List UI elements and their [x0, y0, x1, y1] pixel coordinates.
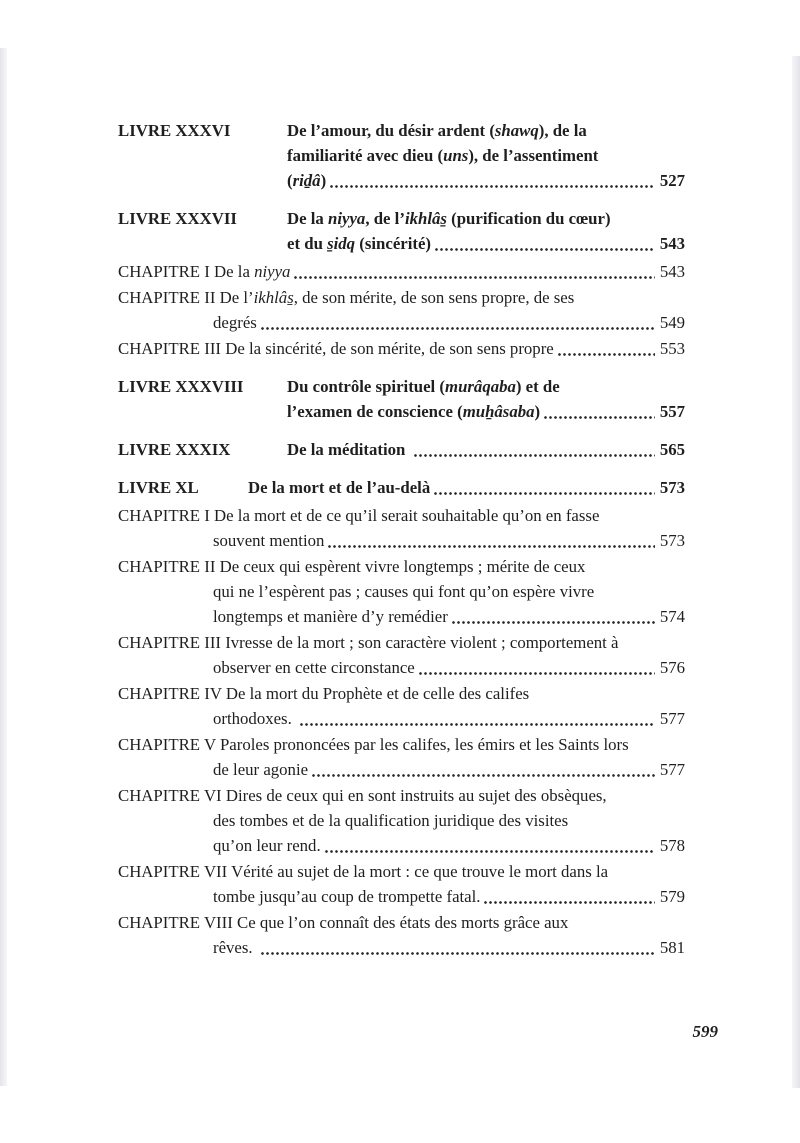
toc-line [118, 783, 685, 808]
toc-line [248, 475, 685, 500]
toc-line-text [118, 336, 554, 361]
toc-entry [118, 783, 685, 858]
toc-text-segment: longtemps et manière d’y remédier [213, 607, 448, 626]
toc-text-segment: CHAPITRE VIII Ce que l’on connaît des états des morts grâce aux [118, 913, 569, 932]
toc-line [287, 374, 685, 399]
page-ref: 578 [659, 836, 685, 855]
page-ref: 581 [659, 938, 685, 957]
toc-text-segment: Du contrôle spirituel ( [287, 377, 446, 396]
dot-leader [293, 259, 654, 284]
toc-text-segment: De l’amour, du désir ardent ( [287, 121, 495, 140]
dot-leader [413, 437, 655, 462]
page-number: 599 [692, 1022, 718, 1041]
dot-leader [329, 168, 655, 193]
toc-line-text [287, 121, 587, 140]
toc-entry-title [287, 206, 685, 256]
toc-line [118, 884, 685, 909]
toc-line-text [287, 146, 598, 165]
toc-text-segment: ) et de [515, 377, 560, 396]
toc-line-text [287, 437, 410, 462]
page-ref: 577 [659, 709, 685, 728]
toc-line [118, 285, 685, 310]
toc-text-segment: des tombes et de la qualification juridique des visites [213, 811, 569, 830]
toc-line [287, 399, 685, 424]
toc-text-segment: CHAPITRE VII Vérité au sujet de la mort : ce que trouve le mort dans la [118, 862, 609, 881]
transliterated-term: niyya [328, 209, 366, 228]
toc-line [118, 706, 685, 731]
toc-entry [118, 285, 685, 335]
toc-text-segment: (purification du cœur) [446, 209, 611, 228]
toc-text-segment: CHAPITRE II De ceux qui espèrent vivre longtemps ; mérite de ceux [118, 557, 586, 576]
transliterated-term: uns [443, 146, 469, 165]
toc-line [118, 910, 685, 935]
transliterated-term: muẖâsaba [462, 402, 535, 421]
toc-line-text [213, 655, 415, 680]
toc-line-text [213, 884, 480, 909]
page-ref: 543 [659, 262, 685, 281]
toc-entry [118, 859, 685, 909]
dot-leader [451, 604, 655, 629]
toc-line-text [248, 475, 430, 500]
toc-line [118, 310, 685, 335]
transliterated-term: riḏâ [292, 171, 321, 190]
toc-line [287, 206, 685, 231]
toc-text-segment: , de son mérite, de son sens propre, de ses [293, 288, 575, 307]
toc-line-text [118, 633, 618, 652]
toc-entry [118, 681, 685, 731]
page-ref: 579 [659, 887, 685, 906]
toc-line-text [118, 684, 529, 703]
toc-line [118, 579, 685, 604]
toc-line [118, 604, 685, 629]
toc-entry [118, 374, 685, 424]
dot-leader [418, 655, 655, 680]
toc-text-segment: De la méditation [287, 440, 410, 459]
transliterated-term: ikhlâs̱ [253, 288, 294, 307]
toc-entry [118, 732, 685, 782]
toc-line-text [213, 582, 594, 601]
toc-line-text [118, 913, 568, 932]
dot-leader [324, 833, 655, 858]
toc-line [118, 732, 685, 757]
toc-entry-label: LIVRE XXXVII [118, 209, 237, 228]
page-ref: 573 [659, 531, 685, 550]
toc-text-segment: De la [287, 209, 329, 228]
toc-text-segment: CHAPITRE I De la mort et de ce qu’il serait souhaitable qu’on en fasse [118, 506, 600, 525]
toc-entry-label: LIVRE XL [118, 478, 199, 497]
toc-entry-label: LIVRE XXXVI [118, 121, 231, 140]
toc-line-text [287, 209, 611, 228]
toc-text-segment: orthodoxes. [213, 709, 296, 728]
toc-line-text [213, 811, 568, 830]
toc-line-text [213, 604, 448, 629]
toc-line [287, 231, 685, 256]
toc-line-text [287, 231, 431, 256]
page-edge-shadow-right [792, 56, 800, 1088]
transliterated-term: murâqaba [445, 377, 516, 396]
toc-line-text [118, 259, 290, 284]
dot-leader [543, 399, 655, 424]
toc-text-segment: ) [534, 402, 541, 421]
toc-line [118, 259, 685, 284]
toc-entry-label: LIVRE XXXIX [118, 440, 231, 459]
toc-line [118, 630, 685, 655]
page-ref: 557 [659, 402, 685, 421]
page-ref: 527 [659, 171, 685, 190]
page-ref: 573 [659, 478, 685, 497]
transliterated-term: ikhlâs̱ [404, 209, 447, 228]
dot-leader [557, 336, 655, 361]
toc-line [118, 503, 685, 528]
toc-line-text [287, 399, 540, 424]
toc-line-text [118, 506, 599, 525]
toc-line [118, 757, 685, 782]
page-ref: 553 [659, 339, 685, 358]
toc-line-text [118, 557, 585, 576]
toc-text-segment: CHAPITRE V Paroles prononcées par les califes, les émirs et les Saints lors [118, 735, 629, 754]
toc-entry-title [248, 475, 685, 500]
toc-entry-title [287, 374, 685, 424]
toc-entry [118, 630, 685, 680]
transliterated-term: niyya [254, 262, 291, 281]
toc-text-segment: , de l’ [365, 209, 405, 228]
toc-entry [118, 910, 685, 960]
toc-line [118, 808, 685, 833]
toc-entry [118, 259, 685, 284]
page-ref: 574 [659, 607, 685, 626]
page-ref: 577 [659, 760, 685, 779]
toc-text-segment: rêves. [213, 938, 257, 957]
table-of-contents [118, 118, 685, 960]
toc-text-segment: CHAPITRE I De la [118, 262, 255, 281]
toc-text-segment: ) [320, 171, 327, 190]
toc-text-segment: (sincérité) [355, 234, 432, 253]
page-ref: 576 [659, 658, 685, 677]
toc-line-text [213, 706, 296, 731]
toc-line-text [118, 862, 608, 881]
toc-entry [118, 336, 685, 361]
toc-line-text [213, 310, 257, 335]
toc-entry [118, 437, 685, 462]
toc-text-segment: et du [287, 234, 328, 253]
toc-line [118, 336, 685, 361]
transliterated-term: s̱idq [327, 234, 356, 253]
toc-text-segment: CHAPITRE VI Dires de ceux qui en sont instruits au sujet des obsèques, [118, 786, 607, 805]
toc-line [118, 681, 685, 706]
toc-line [118, 554, 685, 579]
toc-entry-title [287, 118, 685, 193]
toc-line-text [213, 833, 321, 858]
toc-entry [118, 554, 685, 629]
toc-entry [118, 118, 685, 193]
toc-text-segment: familiarité avec dieu ( [287, 146, 444, 165]
toc-line [287, 143, 685, 168]
toc-text-segment: CHAPITRE III De la sincérité, de son mérite, de son sens propre [118, 339, 554, 358]
toc-line-text [118, 786, 607, 805]
toc-line [118, 528, 685, 553]
page-ref: 543 [659, 234, 685, 253]
toc-line [118, 935, 685, 960]
dot-leader [327, 528, 654, 553]
toc-entry-label: LIVRE XXXVIII [118, 377, 244, 396]
toc-line [287, 118, 685, 143]
dot-leader [299, 706, 655, 731]
toc-line [118, 833, 685, 858]
toc-text-segment: CHAPITRE II De l’ [118, 288, 254, 307]
toc-text-segment: l’examen de conscience ( [287, 402, 463, 421]
toc-line-text [213, 757, 308, 782]
toc-entry [118, 206, 685, 256]
toc-entry [118, 475, 685, 500]
toc-text-segment: De la mort et de l’au-delà [248, 478, 431, 497]
toc-line [287, 168, 685, 193]
toc-line-text [213, 528, 324, 553]
toc-text-segment: CHAPITRE IV De la mort du Prophète et de celle des califes [118, 684, 530, 703]
toc-line [118, 859, 685, 884]
toc-text-segment: tombe jusqu’au coup de trompette fatal. [213, 887, 481, 906]
toc-text-segment: degrés [213, 313, 257, 332]
dot-leader [260, 310, 655, 335]
toc-text-segment: CHAPITRE III Ivresse de la mort ; son caractère violent ; comportement à [118, 633, 619, 652]
dot-leader [483, 884, 654, 909]
toc-text-segment: qui ne l’espèrent pas ; causes qui font qu’on espère vivre [213, 582, 595, 601]
transliterated-term: shawq [494, 121, 539, 140]
dot-leader [260, 935, 655, 960]
toc-line-text [213, 935, 257, 960]
page-edge-shadow-left [0, 48, 7, 1086]
toc-entry [118, 503, 685, 553]
page-ref: 565 [659, 440, 685, 459]
toc-text-segment: ( [287, 171, 293, 190]
toc-line [287, 437, 685, 462]
toc-line-text [118, 735, 629, 754]
toc-text-segment: souvent mention [213, 531, 325, 550]
toc-line [118, 655, 685, 680]
toc-text-segment: de leur agonie [213, 760, 309, 779]
dot-leader [433, 475, 655, 500]
dot-leader [311, 757, 655, 782]
dot-leader [434, 231, 655, 256]
toc-line-text [118, 288, 574, 307]
toc-line-text [287, 168, 326, 193]
toc-text-segment: ), de la [538, 121, 587, 140]
page-ref: 549 [659, 313, 685, 332]
toc-text-segment: ), de l’assentiment [468, 146, 599, 165]
toc-line-text [287, 377, 560, 396]
toc-text-segment: qu’on leur rend. [213, 836, 321, 855]
toc-entry-title [287, 437, 685, 462]
toc-text-segment: observer en cette circonstance [213, 658, 415, 677]
